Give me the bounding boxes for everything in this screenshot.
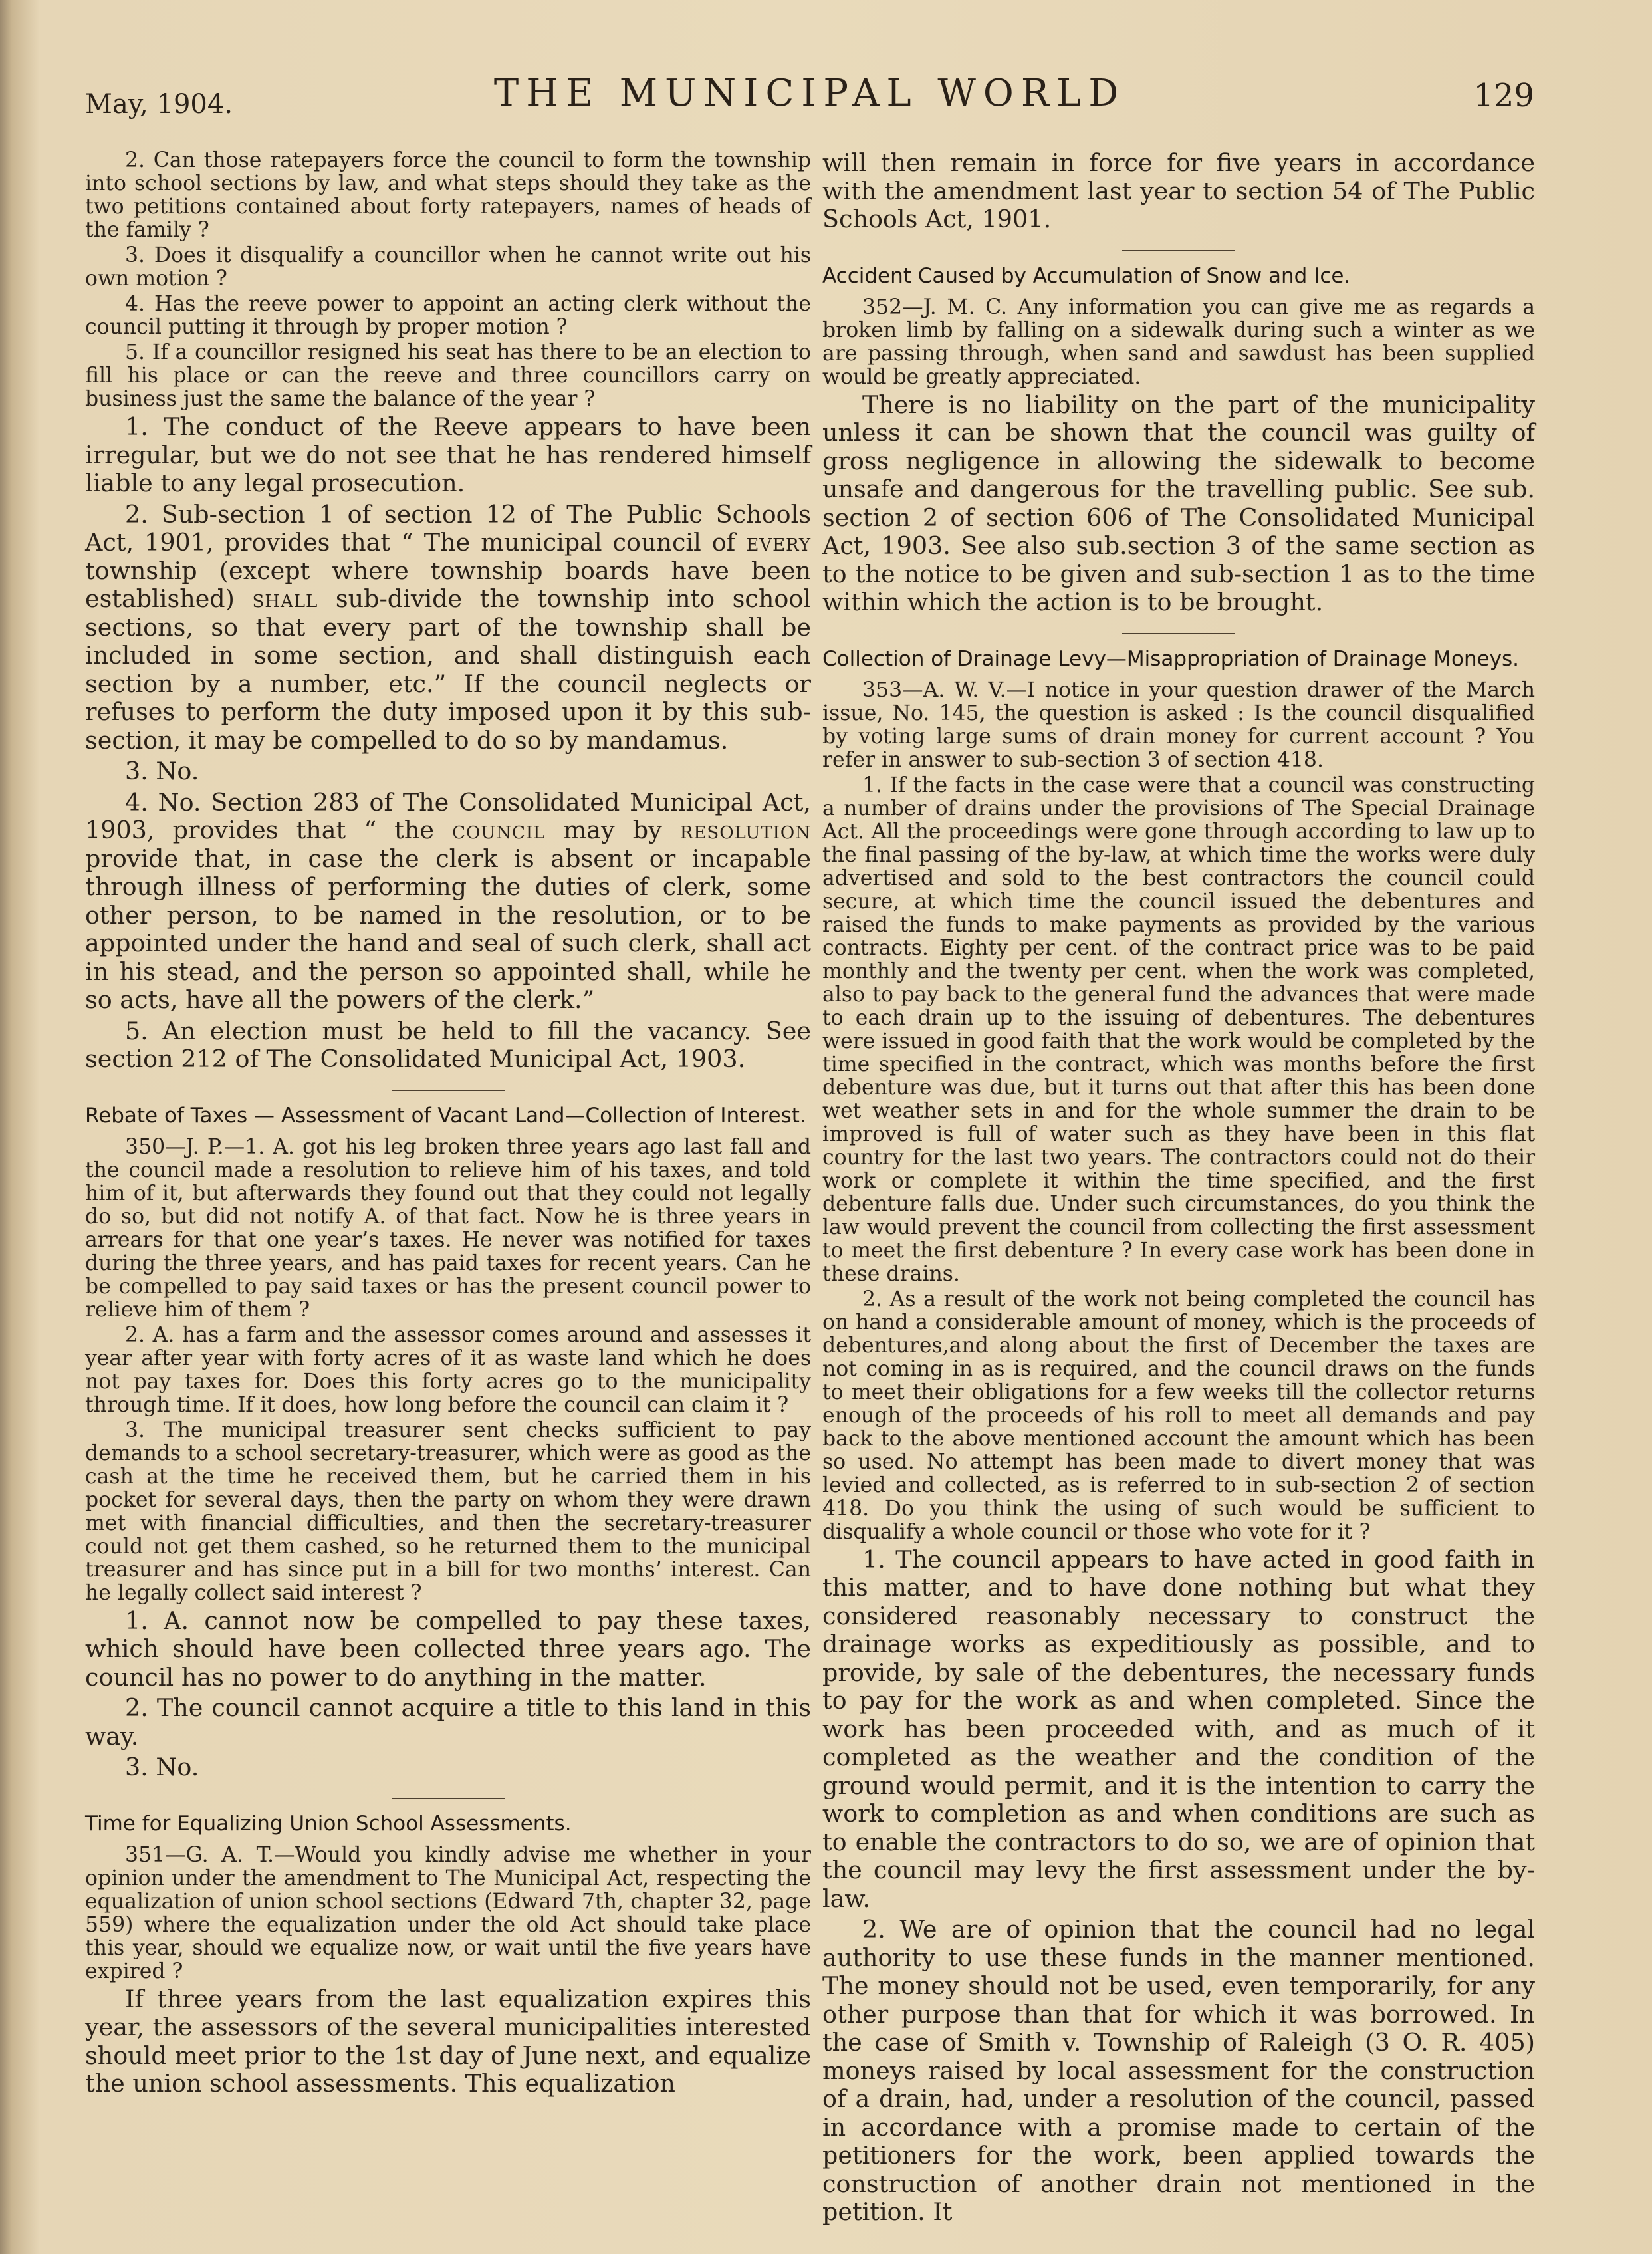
issue-date: May, 1904.	[85, 89, 233, 120]
question-353-2: 2. As a result of the work not being completed the council has on hand a considerable amount of money, which is the proceeds of debentures,and along about the first of December the taxes are not coming in as is required, and the council draws on the funds to meet their obligations for a few weeks till the collector returns enough of the proceeds of his roll to meet all demands and pay back to the above mentioned account the amount which has been so used. No attempt has been made to divert money that was levied and collected, as is referred to in sub-section 2 of section 418. Do you think the using of such would be sufficient to disqualify a whole council or those who vote for it ?	[822, 1287, 1535, 1544]
answer-353-2: 2. We are of opinion that the council had no legal authority to use these funds in the manner mentioned. The money should not be used, even temporarily, for any other purpose than that for which it was borrowed. In the case of Smith v. Township of Raleigh (3 O. R. 405) moneys raised by local assessment for the construction of a drain, had, under a resolution of the council, passed in accordance with a promise made to certain of the petitioners for the work, been applied towards the construction of another drain not mentioned in the petition. It	[822, 1915, 1535, 2226]
section-divider	[392, 1090, 505, 1091]
answer-350-1: 1. A. cannot now be compelled to pay these taxes, which should have been collected three years ago. The council has no power to do anything in the matter.	[85, 1606, 811, 1691]
answer-352: There is no liability on the part of the municipality unless it can be shown that the council was guilty of gross negligence in allowing the sidewalk to become unsafe and dangerous for the travelling public. See sub. section 2 of section 606 of The Consolidated Municipal Act, 1903. See also sub.section 3 of the same section as to the notice to be given and sub-section 1 as to the time within which the action is to be brought.	[822, 390, 1535, 616]
answer-350-3: 3. No.	[125, 1753, 199, 1781]
right-column	[822, 149, 1535, 2229]
answer-5: 5. An election must be held to fill the vacancy. See section 212 of The Consolidated Municipal Act, 1903.	[85, 1016, 811, 1073]
answer-353-1: 1. The council appears to have acted in good faith in this matter, and to have done nothing but what they considered reasonably necessary to construct the drainage works as expeditiously as possible, and to provide, by sale of the debentures, the necessary funds to pay for the work as and when completed. Since the work has been proceeded with, and as much of it completed as the weather and the condition of the ground would permit, and it is the intention to carry the work to completion as and when conditions are such as to enable the contractors to do so, we are of opinion that the council may levy the first assessment under the by-law.	[822, 1545, 1535, 1913]
question-2: 2. Can those ratepayers force the council to form the township into school sections by law, and what steps should they take as the two petitions contained about forty ratepayers, names of heads of the family ?	[85, 148, 811, 242]
heading-rebate-of-taxes: Rebate of Taxes — Assessment of Vacant Land—Collection of Interest.	[85, 1103, 806, 1128]
question-353-intro: 353—A. W. V.—I notice in your question drawer of the March issue, No. 145, the question is asked : Is the council disqualified by voting large sums of drain money for current account ? You refer in answer to sub-section 3 of section 418.	[822, 678, 1535, 772]
answer-4: 4. No. Section 283 of The Consolidated Municipal Act, 1903, provides that “ the council may by resolution provide that, in case the clerk is absent or incapable through illness of performing the duties of clerk, some other person, to be named in the resolution, or to be appointed under the hand and seal of such clerk, shall act in his stead, and the person so appointed shall, while he so acts, have all the powers of the clerk.”	[85, 787, 811, 1014]
heading-accident-snow-ice: Accident Caused by Accumulation of Snow and Ice.	[822, 263, 1351, 288]
question-352: 352—J. M. C. Any information you can give me as regards a broken limb by falling on a sidewalk during such a winter as we are passing through, when sand and sawdust has been supplied would be greatly appreciated.	[822, 295, 1535, 389]
question-353-1: 1. If the facts in the case were that a council was constructing a number of drains under the provisions of The Special Drainage Act. All the proceedings were gone through according to law up to the final passing of the by-law, at which time the works were duly advertised and sold to the best contractors the council could secure, at which time the council issued the debentures and raised the funds to make payments as provided by the various contracts. Eighty per cent. of the contract price was to be paid monthly and the twenty per cent. when the work was completed, also to pay back to the general fund the advances that were made to each drain up to the issuing of debentures. The debentures were issued in good faith that the work would be completed by the time specified in the contract, which was months before the first debenture was due, but it turns out that after this has been done wet weather sets in and for the whole summer the drain to be improved is full of water such as they have been in this flat country for the last two years. The contractors could not do their work or complete it within the time specified, and the first debenture falls due. Under such circumstances, do you think the law would prevent the council from collecting the first assessment to meet the first debenture ? In every case work has been done in these drains.	[822, 773, 1535, 1286]
section-divider	[1122, 250, 1235, 251]
answer-2: 2. Sub-section 1 of section 12 of The Public Schools Act, 1901, provides that “ The municipal council of every township (except where township boards have been established) shall sub-divide the township into school sections, so that every part of the township shall be included in some section, and shall distinguish each section by a number, etc.” If the council neglects or refuses to perform the duty imposed upon it by this sub-section, it may be compelled to do so by mandamus.	[85, 499, 811, 755]
question-4: 4. Has the reeve power to appoint an acting clerk without the council putting it through by proper motion ?	[85, 292, 811, 339]
question-5: 5. If a councillor resigned his seat has there to be an election to fill his place or can the reeve and three councillors carry on business just the same the balance of the year ?	[85, 340, 811, 411]
question-351: 351—G. A. T.—Would you kindly advise me whether in your opinion under the amendment to The Municipal Act, respecting the equalization of union school sections (Edward 7th, chapter 32, page 559) where the equalization under the old Act should take place this year, should we equalize now, or wait until the five years have expired ?	[85, 1842, 811, 1983]
question-350-1: 350—J. P.—1. A. got his leg broken three years ago last fall and the council made a resolution to relieve him of his taxes, and told him of it, but afterwards they found out that they could not legally do so, but did not notify A. of that fact. Now he is three years in arrears for that one year’s taxes. He never was notified for taxes during the three years, and has paid taxes for recent years. Can he be compelled to pay said taxes or has the present council power to relieve him of them ?	[85, 1134, 811, 1322]
question-350-2: 2. A. has a farm and the assessor comes around and assesses it year after year with forty acres of it as waste land which he does not pay taxes for. Does this forty acres go to the municipality through time. If it does, how long before the council can claim it ?	[85, 1322, 811, 1417]
answer-1: 1. The conduct of the Reeve appears to have been irregular, but we do not see that he has rendered himself liable to any legal prosecution.	[85, 412, 811, 497]
answer-3: 3. No.	[125, 757, 199, 785]
heading-union-school-assessments: Time for Equalizing Union School Assessments.	[85, 1811, 572, 1836]
section-divider	[1122, 633, 1235, 634]
page-header	[85, 72, 1534, 125]
question-3: 3. Does it disqualify a councillor when he cannot write out his own motion ?	[85, 243, 811, 291]
heading-drainage-levy: Collection of Drainage Levy—Misappropriation of Drainage Moneys.	[822, 646, 1520, 671]
answer-351: If three years from the last equalization expires this year, the assessors of the several municipalities interested should meet prior to the 1st day of June next, and equalize the union school assessments. This equalization	[85, 1984, 811, 2098]
question-350-3: 3. The municipal treasurer sent checks sufficient to pay demands to a school secretary-treasurer, which were as good as the cash at the time he received them, but he carried them in his pocket for several days, then the party on whom they were drawn met with financial difficulties, and then the secretary-treasurer could not get them cashed, so he returned them to the municipal treasurer and has since put in a bill for two months’ interest. Can he legally collect said interest ?	[85, 1418, 811, 1605]
answer-351-continued: will then remain in force for five years in accordance with the amendment last year to section 54 of The Public Schools Act, 1901.	[822, 148, 1535, 233]
section-divider	[392, 1798, 505, 1799]
publication-title: THE MUNICIPAL WORLD	[493, 72, 1126, 115]
left-column	[85, 149, 811, 2101]
answer-350-2: 2. The council cannot acquire a title to this land in this way.	[85, 1693, 811, 1751]
page-number: 129	[1473, 77, 1534, 114]
